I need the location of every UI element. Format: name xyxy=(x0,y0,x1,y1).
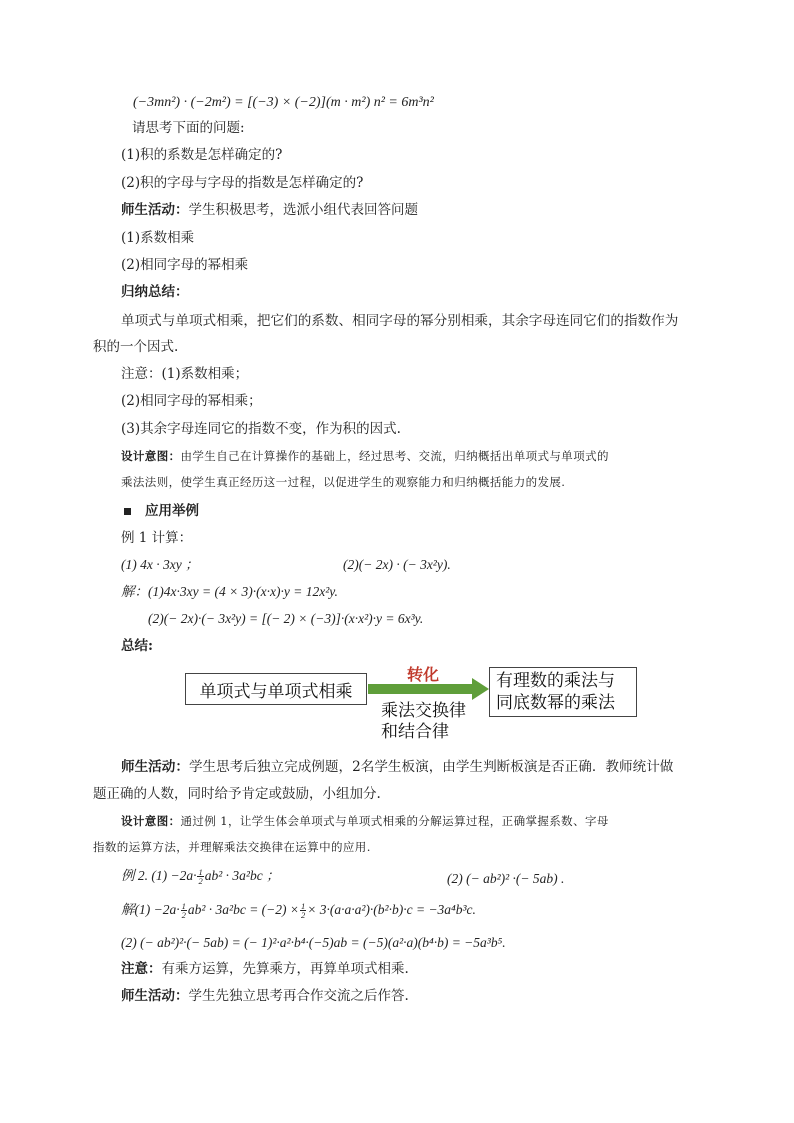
design-intent-3 xyxy=(121,811,609,831)
design-intent-text-2: 通过例 1，让学生体会单项式与单项式相乘的分解运算过程，正确掌握系数、字母 xyxy=(180,814,609,828)
activity-text-2: 学生思考后独立完成例题，2名学生板演，由学生判断板演是否正确．教师统计做 xyxy=(188,759,674,775)
activity-line-3: 题正确的人数，同时给予肯定或鼓励，小组加分. xyxy=(93,786,381,802)
solution-2-line-1: 解(1) −2a· $\frac{1}{2}$ ab² · 3a²bc = (−2) × $\frac{1}{2}$ × 3·(a·a·a²)·(b²·b)·c = −3a⁴b³c. xyxy=(121,901,476,921)
activity-line-1 xyxy=(121,200,418,220)
note-1: 注意：(1)系数相乘； xyxy=(121,366,249,382)
diagram-left-box: 单项式与单项式相乘 xyxy=(185,673,367,705)
note-3: (3)其余字母连同它的指数不变，作为积的因式. xyxy=(121,421,401,437)
design-intent-1 xyxy=(121,446,609,466)
design-intent-4: 指数的运算方法，并理解乘法交换律在运算中的应用. xyxy=(93,840,371,854)
solution-1-line-2: (2)(− 2x)·(− 3x²y) = [(− 2) × (−3)]·(x·x²)·y = 6x³y. xyxy=(148,611,424,626)
activity-label: 师生活动： xyxy=(121,202,189,218)
note-power xyxy=(121,959,409,979)
formula-example: (−3mn²) · (−2m²) = [(−3) × (−2)](m · m²) n² = 6m³n² xyxy=(133,95,434,110)
example-1-part-2: (2)(− 2x) · (− 3x²y). xyxy=(343,557,451,572)
note-2: (2)相同字母的幂相乘； xyxy=(121,393,262,409)
answer-2: (2)相同字母的幂相乘 xyxy=(121,257,249,273)
square-bullet-icon xyxy=(124,508,131,515)
design-intent-label: 设计意图： xyxy=(121,449,181,463)
design-intent-text: 由学生自己在计算操作的基础上，经过思考、交流，归纳概括出单项式与单项式的 xyxy=(180,449,609,463)
activity-line-4 xyxy=(121,986,409,1006)
solution-1-line-1: 解：(1)4x·3xy = (4 × 3)·(x·x)·y = 12x²y. xyxy=(121,584,338,599)
conclusion-label: 总结: xyxy=(121,638,153,654)
solution-2-line-2: (2) (− ab²)²·(− 5ab) = (− 1)²·a²·b⁴·(−5)ab = (−5)(a²·a)(b⁴·b) = −5a³b⁵. xyxy=(121,935,506,950)
rule-line-2: 积的一个因式. xyxy=(93,339,179,355)
diagram-right-box: 有理数的乘法与 同底数幂的乘法 xyxy=(489,667,637,717)
activity-label-2: 师生活动： xyxy=(121,759,189,775)
activity-line-2 xyxy=(121,757,673,777)
example-2-part-1: 例 2. (1) −2a· $\frac{1}{2}$ ab² · 3a²bc ； xyxy=(121,867,280,887)
fraction-half-3: $\frac{1}{2}$ xyxy=(301,901,306,921)
question-2: (2)积的字母与字母的指数是怎样确定的? xyxy=(121,175,364,191)
note-label: 注意： xyxy=(121,961,162,977)
example-1-title: 例 1 计算： xyxy=(121,530,193,546)
question-1: (1)积的系数是怎样确定的? xyxy=(121,147,283,163)
fraction-half-2: $\frac{1}{2}$ xyxy=(181,901,186,921)
design-intent-label-2: 设计意图： xyxy=(121,814,181,828)
rule-line-1: 单项式与单项式相乘，把它们的系数、相同字母的幂分别相乘，其余字母连同它们的指数作为 xyxy=(121,313,679,329)
summary-heading: 归纳总结： xyxy=(121,284,189,300)
note-text: 有乘方运算，先算乘方，再算单项式相乘. xyxy=(161,961,409,977)
diagram-arrow-label-top: 转化 xyxy=(407,665,440,684)
section-heading: 应用举例 xyxy=(124,501,199,521)
prompt-question: 请思考下面的问题: xyxy=(132,120,245,136)
activity-label-3: 师生活动： xyxy=(121,988,189,1004)
activity-text: 学生积极思考，选派小组代表回答问题 xyxy=(188,202,418,218)
activity-text-3: 学生先独立思考再合作交流之后作答. xyxy=(188,988,409,1004)
answer-1: (1)系数相乘 xyxy=(121,230,195,246)
example-1-part-1: (1) 4x · 3xy ； xyxy=(121,557,199,572)
fraction-half: $\frac{1}{2}$ xyxy=(198,867,203,887)
design-intent-2: 乘法法则，使学生真正经历这一过程，以促进学生的观察能力和归纳概括能力的发展. xyxy=(121,475,566,489)
example-2-part-2: (2) (− ab²)² ·(− 5ab) . xyxy=(447,871,565,886)
diagram-arrow-label-bottom: 乘法交换律 和结合律 xyxy=(381,701,466,742)
